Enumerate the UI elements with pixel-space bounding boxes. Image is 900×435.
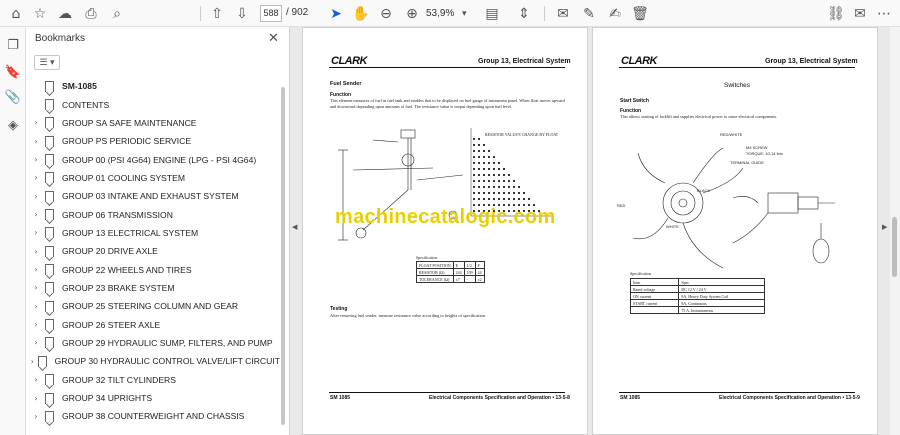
- bookmark-item[interactable]: [26, 279, 280, 297]
- select-cursor-icon[interactable]: ➤: [330, 5, 342, 22]
- chevron-right-icon[interactable]: ›: [34, 411, 38, 421]
- viewer-scrollbar-thumb[interactable]: [892, 217, 897, 277]
- bookmark-icon: [45, 411, 54, 422]
- label-terminal-guide: TERMINAL GUIDE: [730, 160, 764, 165]
- table-cell: START current: [631, 300, 679, 307]
- bookmark-icon: [45, 136, 54, 147]
- bookmark-label: GROUP 01 COOLING SYSTEM: [62, 172, 186, 183]
- pages-icon[interactable]: ❐: [7, 37, 19, 53]
- header-rule: [619, 67, 855, 68]
- table-header-cell: FLOAT POSITION: [417, 262, 454, 269]
- label-black: BLACK: [697, 188, 711, 193]
- bookmark-icon: [45, 227, 54, 238]
- bookmark-item[interactable]: [26, 242, 280, 260]
- bookmark-icon: [45, 337, 54, 348]
- document-page-right: [592, 27, 878, 435]
- table-row: [417, 269, 485, 276]
- bookmark-item[interactable]: [26, 389, 280, 407]
- bookmark-list: [26, 77, 280, 426]
- chevron-right-icon[interactable]: ›: [34, 228, 38, 238]
- bookmark-icon: [45, 154, 54, 165]
- label-white: WHITE: [666, 224, 679, 229]
- zoom-in-icon[interactable]: ⊕: [406, 5, 418, 22]
- bookmark-label: GROUP 26 STEER AXLE: [62, 319, 161, 330]
- bookmark-label: GROUP 23 BRAKE SYSTEM: [62, 282, 175, 293]
- label-red-white: RED/WHITE: [720, 132, 743, 137]
- upload-cloud-icon[interactable]: ☁: [58, 5, 72, 22]
- watermark-text: machinecatalogic.com: [335, 206, 556, 228]
- chevron-down-icon[interactable]: ▾: [462, 8, 467, 18]
- footer-rule: [329, 392, 565, 393]
- start-switch-diagram: [623, 123, 863, 273]
- bookmark-icon: [45, 191, 54, 202]
- chevron-right-icon[interactable]: ›: [34, 393, 38, 403]
- zoom-level[interactable]: 53,9%: [426, 8, 455, 19]
- table-cell: 8A, Heavy Duty System Coil: [679, 293, 765, 300]
- bookmark-label: GROUP 34 UPRIGHTS: [62, 393, 153, 404]
- bookmark-label: GROUP 00 (PSI 4G64) ENGINE (LPG - PSI 4G64): [62, 154, 257, 165]
- table-cell: 244: [453, 269, 464, 276]
- left-rail: [0, 27, 26, 435]
- table-cell: ±2: [475, 276, 484, 283]
- document-page-left: [302, 27, 588, 435]
- close-icon[interactable]: ✕: [268, 30, 279, 45]
- function-text: This element measures of fuel in fuel tank and enables that to be displayed on fuel gauge of instrument panel. When float moves upward and downward depending upon amounts of fuel. The resistance value is output depending upon fuel level.: [330, 98, 565, 109]
- table-cell: Spec: [679, 279, 765, 286]
- table-header-cell: 1/2: [464, 262, 475, 269]
- bookmark-label: GROUP 22 WHEELS AND TIRES: [62, 264, 192, 275]
- table-row: [631, 286, 765, 293]
- bookmark-icon: [45, 209, 54, 220]
- bookmark-label: GROUP 38 COUNTERWEIGHT AND CHASSIS: [62, 411, 245, 422]
- toolbar-divider: [544, 6, 545, 21]
- header-rule: [329, 67, 565, 68]
- table-cell: ON current: [631, 293, 679, 300]
- panel-scrollbar[interactable]: [281, 87, 285, 425]
- spec-title: Specification: [630, 271, 652, 276]
- fuel-sender-diagram: [333, 120, 568, 258]
- bookmark-item[interactable]: [26, 371, 280, 389]
- label-torque: TORQUE: 10-14 lbin: [746, 151, 783, 156]
- chevron-right-icon[interactable]: ›: [34, 136, 38, 146]
- pen-icon[interactable]: ✎: [583, 5, 595, 22]
- bookmark-label: CONTENTS: [62, 99, 110, 110]
- table-cell: [631, 307, 679, 314]
- bookmark-icon: [45, 301, 54, 312]
- print-icon[interactable]: ⎙: [85, 5, 97, 22]
- more-icon[interactable]: ⋯: [877, 5, 891, 22]
- brand-logo: CLARK: [331, 55, 367, 67]
- document-viewer: [290, 27, 900, 435]
- scroll-mode-icon[interactable]: ⇕: [518, 5, 530, 22]
- zoom-out-icon[interactable]: ⊖: [380, 5, 392, 22]
- fit-page-icon[interactable]: ▤: [485, 5, 499, 22]
- bookmark-item[interactable]: [26, 407, 280, 425]
- main-toolbar: [0, 0, 900, 27]
- footer-left: SM 1085: [620, 395, 641, 401]
- chevron-right-icon[interactable]: ›: [34, 246, 38, 256]
- chevron-right-icon[interactable]: ›: [34, 118, 38, 128]
- bookmark-item[interactable]: [26, 114, 280, 132]
- email-icon[interactable]: ✉: [854, 5, 866, 22]
- subsection-title: Start Switch: [620, 98, 649, 104]
- bookmark-label: SM-1085: [62, 81, 97, 92]
- layers-icon[interactable]: ◈: [8, 117, 18, 133]
- spec-title: Specification: [416, 255, 438, 260]
- table-cell: Rated voltage: [631, 286, 679, 293]
- delete-icon[interactable]: 🗑: [631, 5, 649, 22]
- bookmark-item[interactable]: [26, 224, 280, 242]
- table-row: [631, 293, 765, 300]
- function-title: Function: [620, 108, 642, 114]
- chevron-right-icon[interactable]: ›: [34, 338, 38, 348]
- star-icon[interactable]: ☆: [33, 5, 47, 22]
- nav-right-icon[interactable]: ▶: [882, 224, 888, 231]
- bookmark-label: GROUP 29 HYDRAULIC SUMP, FILTERS, AND PUMP: [62, 337, 273, 348]
- brand-logo: CLARK: [621, 55, 657, 67]
- chevron-right-icon[interactable]: ›: [34, 283, 38, 293]
- bookmark-item[interactable]: [26, 169, 280, 187]
- chart-caption: RESISTOR VALUE'S CHANGE BY FLOAT: [485, 132, 559, 137]
- section-title: Switches: [724, 82, 751, 89]
- bookmark-icon: [45, 393, 54, 404]
- function-title: Function: [330, 92, 352, 98]
- bookmark-label: GROUP 03 INTAKE AND EXHAUST SYSTEM: [62, 191, 239, 202]
- signature-icon[interactable]: ✍: [609, 5, 621, 22]
- attachment-icon[interactable]: 📎: [4, 89, 22, 105]
- table-cell: DC 12 V / 24 V: [679, 286, 765, 293]
- comment-icon[interactable]: ✉: [557, 5, 569, 22]
- bookmark-icon: [45, 246, 54, 257]
- panel-title: Bookmarks: [35, 33, 86, 44]
- bookmark-icon: [45, 117, 54, 128]
- table-row: [417, 276, 485, 283]
- table-cell: -: [464, 276, 475, 283]
- bookmark-label: GROUP 20 DRIVE AXLE: [62, 246, 158, 257]
- home-icon[interactable]: ⌂: [11, 5, 21, 22]
- bookmark-item[interactable]: [26, 77, 280, 95]
- chevron-right-icon[interactable]: ›: [34, 173, 38, 183]
- page-up-icon[interactable]: ⇧: [211, 5, 223, 22]
- page-number-input[interactable]: 588: [260, 5, 282, 22]
- table-cell: Item: [631, 279, 679, 286]
- nav-left-icon[interactable]: ◀: [292, 224, 298, 231]
- table-header-cell: E: [453, 262, 464, 269]
- footer-right: Electrical Components Specification and Operation • 13-5-9: [719, 395, 860, 401]
- bookmark-label: GROUP PS PERIODIC SERVICE: [62, 136, 192, 147]
- bookmark-label: GROUP SA SAFE MAINTENANCE: [62, 117, 197, 128]
- chevron-right-icon[interactable]: ›: [30, 356, 34, 366]
- table-cell: TOLERANCE (Ω): [417, 276, 454, 283]
- chevron-right-icon[interactable]: ›: [34, 155, 38, 165]
- toolbar-divider: [200, 6, 201, 21]
- bookmark-options-button[interactable]: ☰ ▾: [34, 55, 60, 70]
- footer-left: SM 1085: [330, 395, 351, 401]
- hand-tool-icon[interactable]: ✋: [352, 5, 370, 22]
- table-row: [631, 279, 765, 286]
- table-cell: RESISTOR (Ω): [417, 269, 454, 276]
- table-header-cell: F: [475, 262, 484, 269]
- chevron-right-icon[interactable]: ›: [34, 375, 38, 385]
- bookmark-icon: [45, 172, 54, 183]
- bookmarks-panel: [26, 27, 290, 435]
- table-row: [631, 307, 765, 314]
- bookmark-item[interactable]: [26, 132, 280, 150]
- zoom-search-icon[interactable]: ⌕: [113, 5, 121, 22]
- page-group-title: Group 13, Electrical System: [765, 58, 858, 65]
- page-down-icon[interactable]: ⇩: [236, 5, 248, 22]
- label-screw: M4 SCREW: [746, 145, 768, 150]
- table-cell: 8A, Continuous: [679, 300, 765, 307]
- bookmark-icon: [45, 282, 54, 293]
- bookmark-label: GROUP 30 HYDRAULIC CONTROL VALVE/LIFT CIRCUIT: [54, 356, 280, 367]
- link-icon[interactable]: ⛓: [827, 5, 845, 22]
- chevron-right-icon[interactable]: ›: [34, 191, 38, 201]
- chevron-right-icon[interactable]: ›: [34, 301, 38, 311]
- table-row: [631, 300, 765, 307]
- bookmark-icon: [45, 81, 54, 92]
- bookmark-item[interactable]: [26, 205, 280, 223]
- bookmark-item[interactable]: [26, 187, 280, 205]
- table-cell: 24: [475, 269, 484, 276]
- footer-right: Electrical Components Specification and Operation • 13-5-8: [429, 395, 570, 401]
- bookmark-icon[interactable]: 🔖: [4, 64, 22, 80]
- bookmark-icon: [38, 356, 47, 367]
- section-title: Fuel Sender: [330, 81, 362, 87]
- bookmark-label: GROUP 13 ELECTRICAL SYSTEM: [62, 227, 199, 238]
- footer-rule: [619, 392, 855, 393]
- table-cell: ±7: [453, 276, 464, 283]
- label-red: RED: [617, 203, 626, 208]
- testing-title: Testing: [330, 306, 348, 312]
- page-total: / 902: [286, 7, 309, 18]
- spec-table: [416, 261, 485, 283]
- bookmark-item[interactable]: [26, 315, 280, 333]
- table-cell: 75 A, Instantaneous: [679, 307, 765, 314]
- chevron-right-icon[interactable]: ›: [34, 210, 38, 220]
- bookmark-item[interactable]: [26, 150, 280, 168]
- bookmark-icon: [45, 319, 54, 330]
- table-row: [417, 262, 485, 269]
- bookmark-item[interactable]: [26, 297, 280, 315]
- table-cell: 109: [464, 269, 475, 276]
- testing-text: After removing fuel sender, measure resistance value according to heights of specification.: [330, 313, 487, 318]
- bookmark-item[interactable]: [26, 260, 280, 278]
- spec-table: [630, 278, 765, 314]
- page-group-title: Group 13, Electrical System: [478, 58, 571, 65]
- chevron-right-icon[interactable]: ›: [34, 320, 38, 330]
- chevron-right-icon[interactable]: ›: [34, 265, 38, 275]
- function-text: This allows starting of forklift and supplies electrical power to some electrical components.: [620, 114, 778, 119]
- bookmark-icon: [45, 374, 54, 385]
- bookmark-icon: [45, 264, 54, 275]
- bookmark-item[interactable]: [26, 352, 280, 370]
- bookmark-label: GROUP 25 STEERING COLUMN AND GEAR: [62, 301, 239, 312]
- bookmark-item[interactable]: [26, 334, 280, 352]
- bookmark-item[interactable]: [26, 95, 280, 113]
- bookmark-icon: [45, 99, 54, 110]
- bookmark-label: GROUP 06 TRANSMISSION: [62, 209, 173, 220]
- bookmark-label: GROUP 32 TILT CYLINDERS: [62, 374, 176, 385]
